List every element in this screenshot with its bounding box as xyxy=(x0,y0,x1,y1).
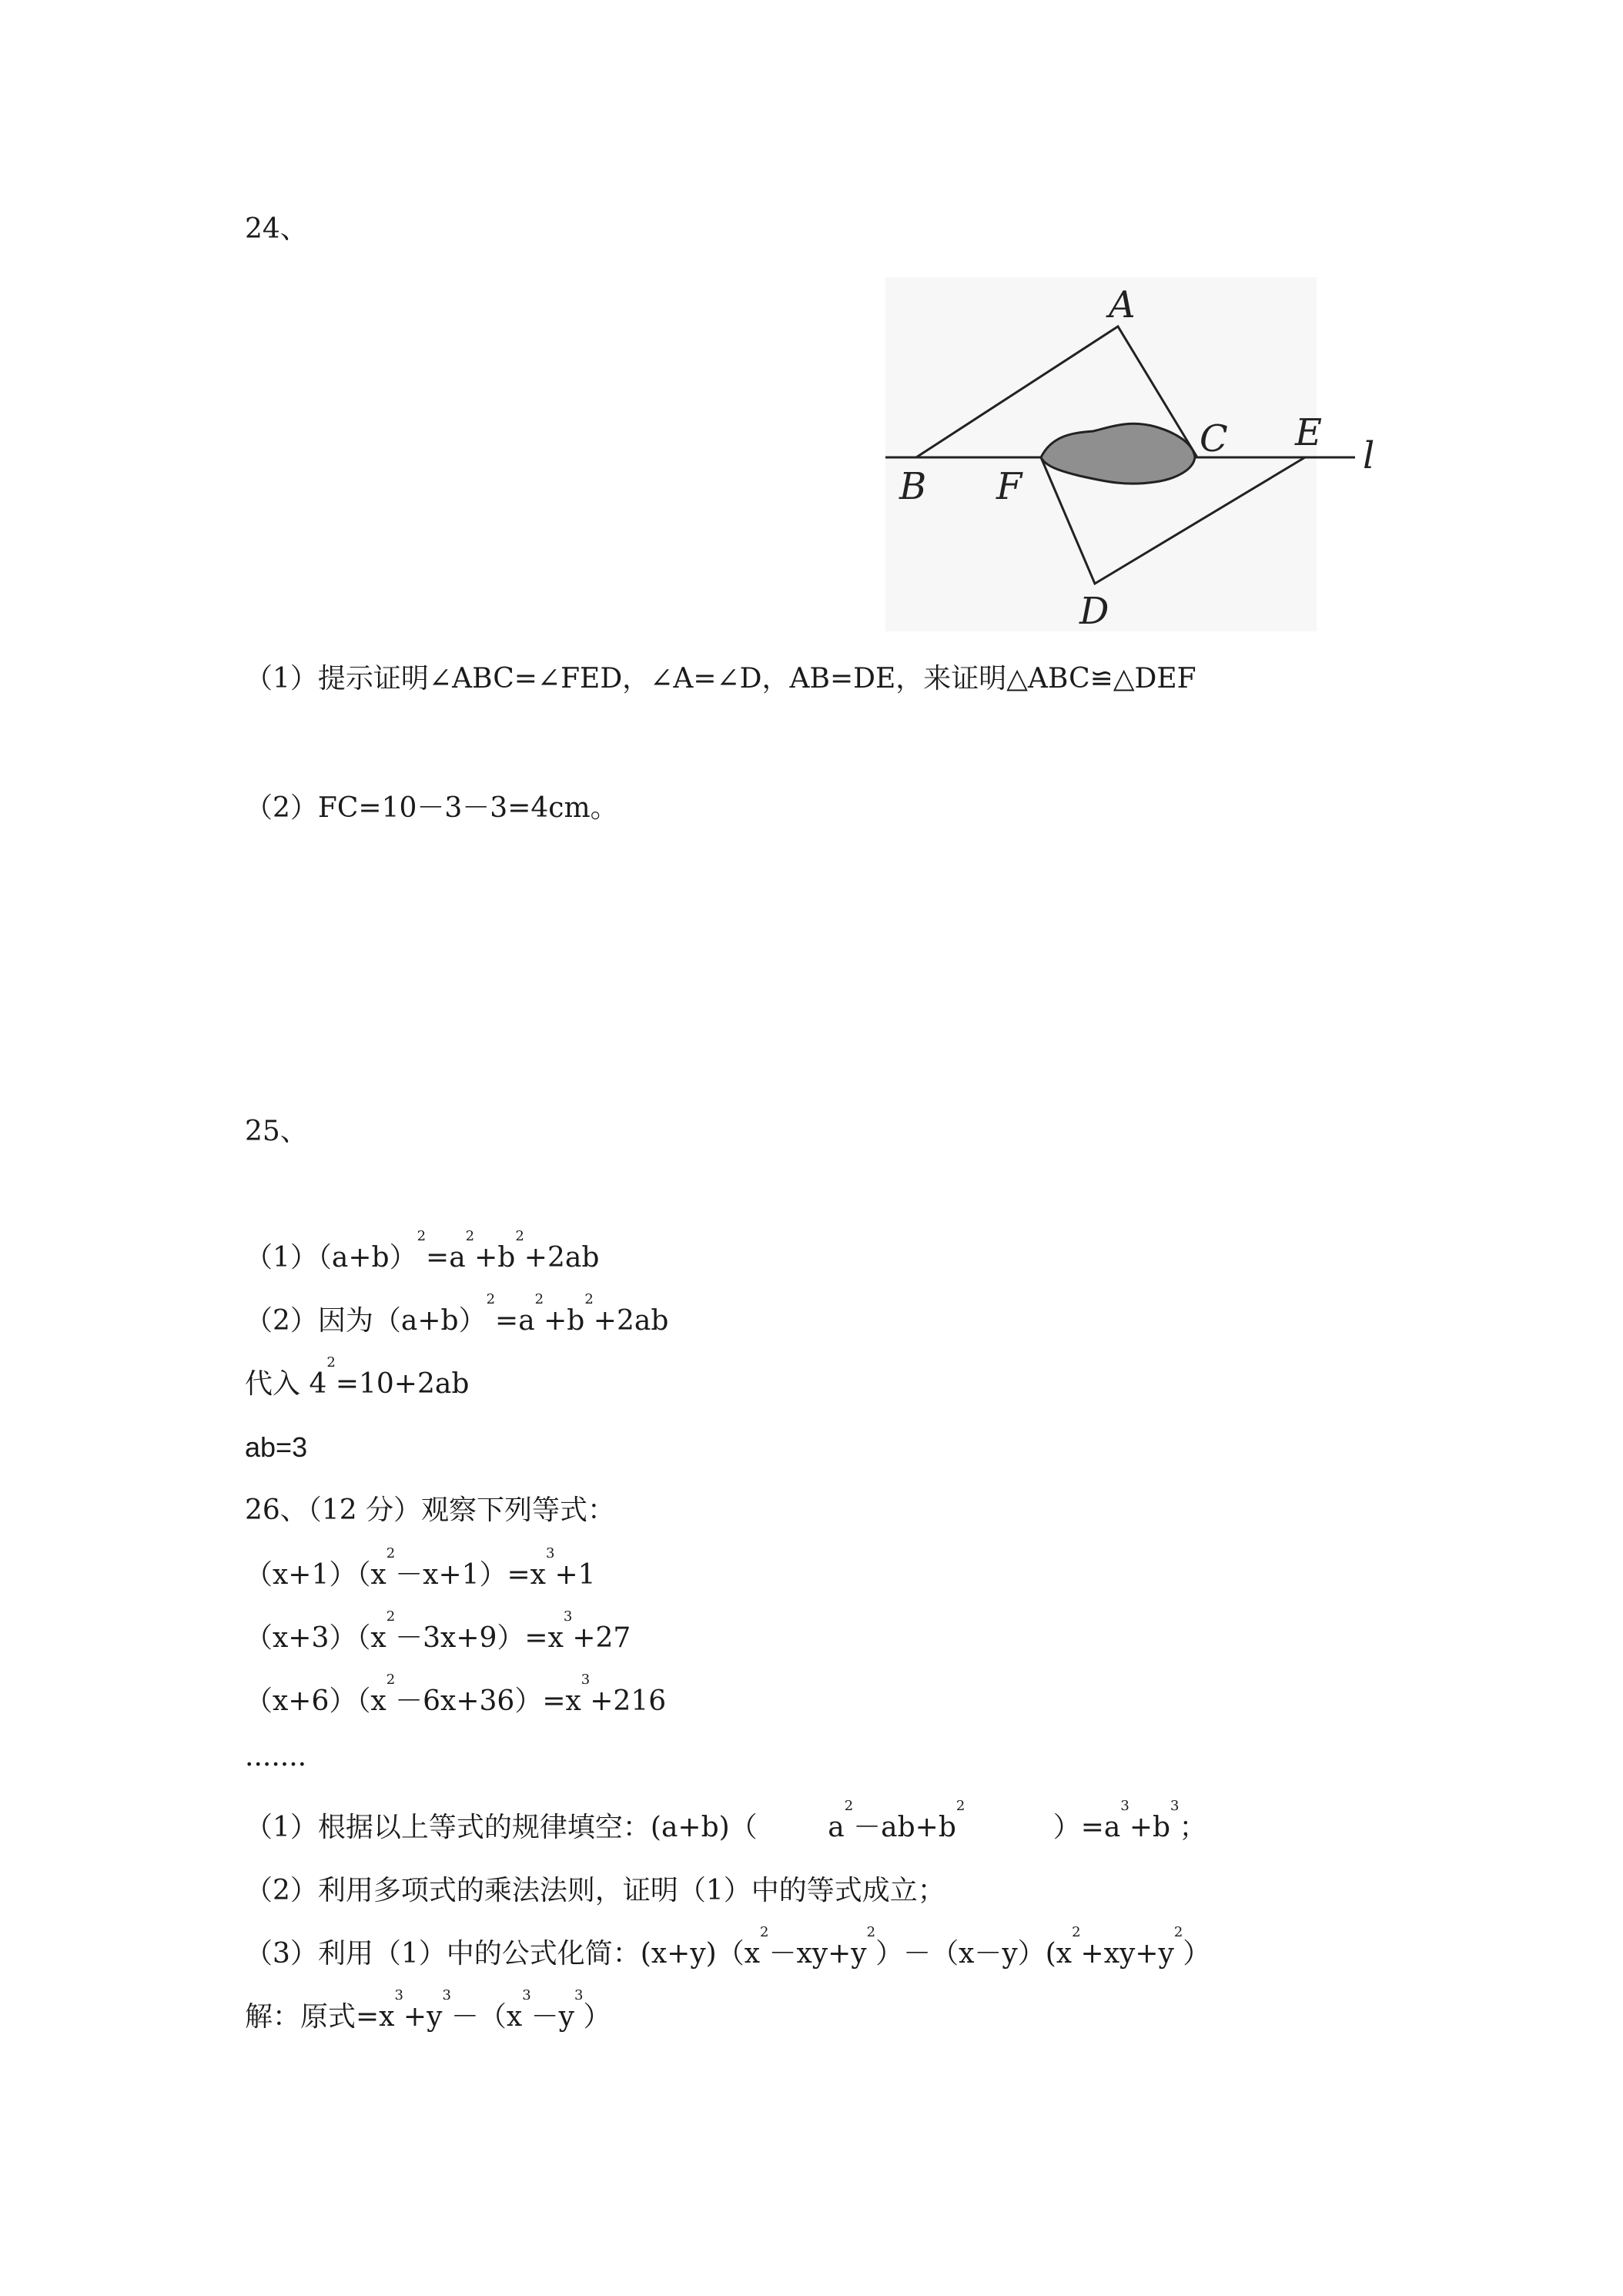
q25-result: ab=3 xyxy=(245,1431,308,1463)
label-a: A xyxy=(1109,283,1136,326)
label-f: F xyxy=(996,465,1022,508)
label-l: l xyxy=(1363,434,1375,477)
label-b: B xyxy=(899,465,927,508)
triangle-diagram xyxy=(870,262,1394,639)
q26-eq3: $(x+6)(x^2-6x+36)=x^3+216$ xyxy=(245,1672,667,1717)
q25-part2: （2）因为$(a+b)^2=a^2+b^2+2ab$ xyxy=(245,1291,669,1337)
q26-part1: （1）根据以上等式的规律填空：(a+b)（ $a^2-ab+b^2$ ）$=a^3+b^3$； xyxy=(245,1798,1207,1843)
q24-part2: （2）FC=10－3－3=4cm。 xyxy=(245,792,618,824)
q26-part2: （2）利用多项式的乘法法则，证明（1）中的等式成立； xyxy=(245,1875,945,1906)
label-c: C xyxy=(1200,417,1228,460)
q26-eq2: $(x+3)(x^2-3x+9)=x^3+27$ xyxy=(245,1608,631,1654)
q26-part3: （3）利用（1）中的公式化简：$(x+y)(x^2-xy+y^2)-(x-y)(x^2+xy+y^2)$ xyxy=(245,1924,1211,1970)
q24-part1: （1）提示证明∠ABC=∠FED，∠A=∠D，AB=DE，来证明△ABC≌△DEF xyxy=(245,663,1196,694)
label-d: D xyxy=(1079,590,1109,633)
label-e: E xyxy=(1295,411,1323,454)
q24-number: 24、 xyxy=(245,213,308,245)
geometry-figure xyxy=(870,262,1394,639)
q26-solution: 解：原式$=x^3+y^3-(x^3-y^3)$ xyxy=(245,1987,611,2033)
q26-dots: ....... xyxy=(245,1741,307,1772)
q25-substitution: 代入 $4^2=10+2ab$ xyxy=(245,1354,470,1400)
q26-title: 26、（12 分）观察下列等式： xyxy=(245,1494,616,1526)
q25-number: 25、 xyxy=(245,1116,308,1147)
q26-eq1: $(x+1)(x^2-x+1)=x^3+1$ xyxy=(245,1545,596,1591)
q25-part1: $(1)(a+b)^2=a^2+b^2+2ab$ xyxy=(245,1228,600,1274)
